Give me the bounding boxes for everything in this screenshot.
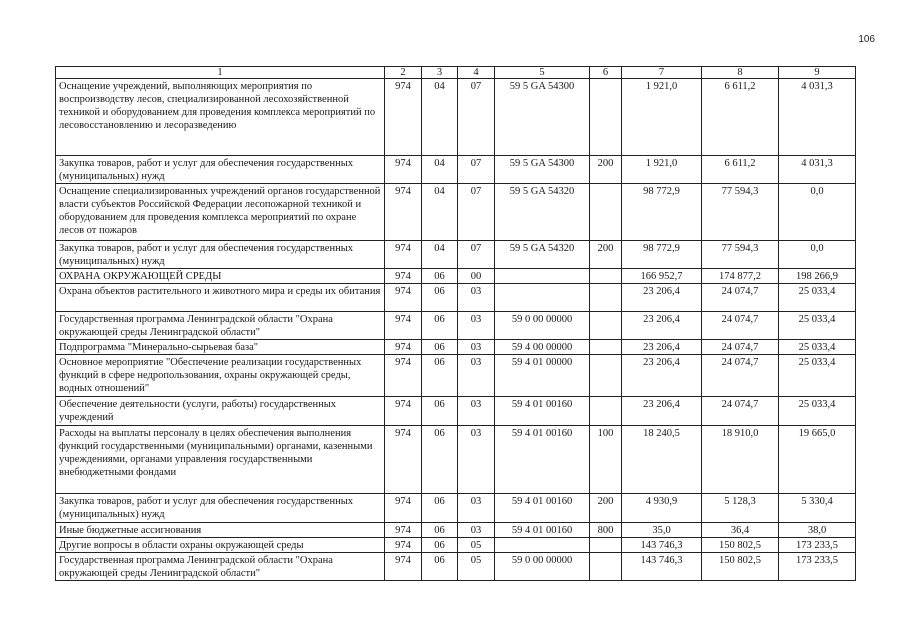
table-row (56, 312, 856, 340)
cell-amount-3: 25 033,4 (779, 284, 856, 312)
cell-subsection: 03 (458, 284, 495, 312)
cell-expense-type (590, 553, 622, 581)
cell-section: 06 (422, 538, 458, 553)
cell-code: 974 (385, 538, 422, 553)
cell-expense-type: 200 (590, 494, 622, 523)
row-name: ОХРАНА ОКРУЖАЮЩЕЙ СРЕДЫ (56, 269, 385, 284)
row-name: Другие вопросы в области охраны окружающей среды (56, 538, 385, 553)
cell-section: 06 (422, 553, 458, 581)
cell-expense-type (590, 184, 622, 241)
cell-section: 04 (422, 184, 458, 241)
cell-amount-3: 4 031,3 (779, 79, 856, 156)
table-row (56, 184, 856, 241)
cell-amount-1: 23 206,4 (622, 284, 702, 312)
cell-amount-3: 25 033,4 (779, 340, 856, 355)
cell-code: 974 (385, 269, 422, 284)
cell-amount-3: 38,0 (779, 523, 856, 538)
cell-expense-type (590, 79, 622, 156)
cell-expense-type (590, 284, 622, 312)
cell-target-item: 59 0 00 00000 (495, 553, 590, 581)
table-row (56, 156, 856, 184)
cell-subsection: 07 (458, 241, 495, 269)
cell-amount-3: 25 033,4 (779, 397, 856, 426)
cell-amount-1: 1 921,0 (622, 156, 702, 184)
cell-code: 974 (385, 340, 422, 355)
cell-expense-type: 200 (590, 156, 622, 184)
cell-code: 974 (385, 241, 422, 269)
cell-amount-3: 4 031,3 (779, 156, 856, 184)
cell-section: 06 (422, 426, 458, 494)
cell-subsection: 07 (458, 184, 495, 241)
column-header: 1 (56, 67, 385, 79)
cell-section: 06 (422, 340, 458, 355)
cell-section: 06 (422, 312, 458, 340)
budget-table (55, 66, 856, 581)
table-row (56, 284, 856, 312)
row-name: Закупка товаров, работ и услуг для обеспечения государственных (муниципальных) нужд (56, 241, 385, 269)
table-row (56, 397, 856, 426)
cell-subsection: 03 (458, 355, 495, 397)
cell-amount-2: 18 910,0 (702, 426, 779, 494)
cell-amount-1: 143 746,3 (622, 553, 702, 581)
column-header: 9 (779, 67, 856, 79)
cell-section: 04 (422, 241, 458, 269)
cell-amount-3: 0,0 (779, 184, 856, 241)
cell-amount-2: 77 594,3 (702, 241, 779, 269)
cell-target-item: 59 4 01 00160 (495, 523, 590, 538)
cell-amount-3: 198 266,9 (779, 269, 856, 284)
cell-amount-3: 173 233,5 (779, 553, 856, 581)
row-name: Закупка товаров, работ и услуг для обеспечения государственных (муниципальных) нужд (56, 156, 385, 184)
cell-amount-3: 5 330,4 (779, 494, 856, 523)
column-header: 3 (422, 67, 458, 79)
cell-code: 974 (385, 355, 422, 397)
column-header: 2 (385, 67, 422, 79)
cell-amount-2: 24 074,7 (702, 312, 779, 340)
table-row (56, 426, 856, 494)
cell-target-item: 59 4 01 00160 (495, 426, 590, 494)
table-row (56, 523, 856, 538)
cell-amount-1: 35,0 (622, 523, 702, 538)
cell-target-item: 59 5 GA 54300 (495, 156, 590, 184)
table-row (56, 553, 856, 581)
cell-code: 974 (385, 156, 422, 184)
cell-expense-type (590, 538, 622, 553)
cell-amount-3: 25 033,4 (779, 355, 856, 397)
cell-amount-2: 36,4 (702, 523, 779, 538)
cell-amount-2: 150 802,5 (702, 553, 779, 581)
cell-code: 974 (385, 553, 422, 581)
cell-subsection: 03 (458, 426, 495, 494)
cell-subsection: 03 (458, 397, 495, 426)
row-name: Закупка товаров, работ и услуг для обеспечения государственных (муниципальных) нужд (56, 494, 385, 523)
table-row (56, 494, 856, 523)
cell-code: 974 (385, 312, 422, 340)
cell-amount-2: 174 877,2 (702, 269, 779, 284)
cell-amount-1: 98 772,9 (622, 184, 702, 241)
cell-target-item (495, 269, 590, 284)
row-name: Государственная программа Ленинградской области "Охрана окружающей среды Ленинградской области" (56, 553, 385, 581)
cell-code: 974 (385, 397, 422, 426)
cell-code: 974 (385, 426, 422, 494)
column-header: 4 (458, 67, 495, 79)
table-row (56, 241, 856, 269)
cell-amount-3: 173 233,5 (779, 538, 856, 553)
cell-amount-1: 98 772,9 (622, 241, 702, 269)
header-row (56, 67, 856, 79)
cell-expense-type: 800 (590, 523, 622, 538)
table-row (56, 269, 856, 284)
column-header: 7 (622, 67, 702, 79)
table-row (56, 355, 856, 397)
row-name: Основное мероприятие "Обеспечение реализации государственных функций в сфере недропользования, охраны окружающей среды, водных отношений" (56, 355, 385, 397)
cell-subsection: 03 (458, 523, 495, 538)
cell-amount-2: 24 074,7 (702, 340, 779, 355)
column-header: 6 (590, 67, 622, 79)
cell-amount-3: 25 033,4 (779, 312, 856, 340)
cell-section: 04 (422, 79, 458, 156)
cell-subsection: 07 (458, 156, 495, 184)
cell-section: 06 (422, 269, 458, 284)
cell-code: 974 (385, 284, 422, 312)
column-header: 5 (495, 67, 590, 79)
cell-target-item (495, 284, 590, 312)
row-name: Оснащение учреждений, выполняющих мероприятия по воспроизводству лесов, специализированной лесохозяйственной техникой и оборудованием для проведения комплекса мероприятий по лесовосстановлению и лесоразведению (56, 79, 385, 156)
cell-amount-2: 24 074,7 (702, 397, 779, 426)
cell-target-item: 59 5 GA 54320 (495, 241, 590, 269)
cell-subsection: 07 (458, 79, 495, 156)
cell-expense-type: 100 (590, 426, 622, 494)
row-name: Государственная программа Ленинградской области "Охрана окружающей среды Ленинградской области" (56, 312, 385, 340)
cell-amount-1: 1 921,0 (622, 79, 702, 156)
row-name: Охрана объектов растительного и животного мира и среды их обитания (56, 284, 385, 312)
cell-subsection: 03 (458, 312, 495, 340)
cell-code: 974 (385, 79, 422, 156)
table-row (56, 538, 856, 553)
cell-subsection: 00 (458, 269, 495, 284)
cell-subsection: 05 (458, 538, 495, 553)
cell-section: 06 (422, 355, 458, 397)
cell-section: 04 (422, 156, 458, 184)
cell-code: 974 (385, 523, 422, 538)
cell-amount-2: 24 074,7 (702, 284, 779, 312)
row-name: Подпрограмма "Минерально-сырьевая база" (56, 340, 385, 355)
cell-target-item: 59 4 01 00160 (495, 397, 590, 426)
cell-amount-3: 0,0 (779, 241, 856, 269)
cell-target-item: 59 0 00 00000 (495, 312, 590, 340)
cell-target-item (495, 538, 590, 553)
cell-amount-1: 23 206,4 (622, 397, 702, 426)
row-name: Иные бюджетные ассигнования (56, 523, 385, 538)
column-header: 8 (702, 67, 779, 79)
cell-subsection: 05 (458, 553, 495, 581)
page-number: 106 (858, 34, 875, 45)
cell-expense-type (590, 397, 622, 426)
cell-amount-2: 77 594,3 (702, 184, 779, 241)
cell-amount-2: 150 802,5 (702, 538, 779, 553)
cell-amount-2: 24 074,7 (702, 355, 779, 397)
cell-code: 974 (385, 184, 422, 241)
cell-target-item: 59 4 01 00000 (495, 355, 590, 397)
cell-amount-1: 143 746,3 (622, 538, 702, 553)
cell-amount-1: 166 952,7 (622, 269, 702, 284)
cell-section: 06 (422, 494, 458, 523)
cell-section: 06 (422, 523, 458, 538)
cell-target-item: 59 4 01 00160 (495, 494, 590, 523)
cell-expense-type (590, 355, 622, 397)
cell-section: 06 (422, 397, 458, 426)
row-name: Обеспечение деятельности (услуги, работы) государственных учреждений (56, 397, 385, 426)
cell-expense-type (590, 312, 622, 340)
cell-section: 06 (422, 284, 458, 312)
table-row (56, 340, 856, 355)
cell-amount-1: 4 930,9 (622, 494, 702, 523)
row-name: Расходы на выплаты персоналу в целях обеспечения выполнения функций государственными (муниципальными) органами, казенными учреждениями, органами управления государственными внебюджетными фондами (56, 426, 385, 494)
cell-amount-2: 6 611,2 (702, 156, 779, 184)
cell-amount-1: 23 206,4 (622, 340, 702, 355)
cell-amount-2: 5 128,3 (702, 494, 779, 523)
cell-code: 974 (385, 494, 422, 523)
cell-expense-type (590, 340, 622, 355)
row-name: Оснащение специализированных учреждений органов государственной власти субъектов Российской Федерации лесопожарной техникой и оборудованием для проведения комплекса мероприятий по охране лесов от пожаров (56, 184, 385, 241)
cell-target-item: 59 5 GA 54320 (495, 184, 590, 241)
table-row (56, 79, 856, 156)
cell-amount-3: 19 665,0 (779, 426, 856, 494)
cell-amount-1: 23 206,4 (622, 312, 702, 340)
cell-amount-2: 6 611,2 (702, 79, 779, 156)
cell-expense-type: 200 (590, 241, 622, 269)
cell-subsection: 03 (458, 494, 495, 523)
cell-target-item: 59 4 00 00000 (495, 340, 590, 355)
cell-subsection: 03 (458, 340, 495, 355)
cell-target-item: 59 5 GA 54300 (495, 79, 590, 156)
cell-amount-1: 18 240,5 (622, 426, 702, 494)
cell-expense-type (590, 269, 622, 284)
cell-amount-1: 23 206,4 (622, 355, 702, 397)
